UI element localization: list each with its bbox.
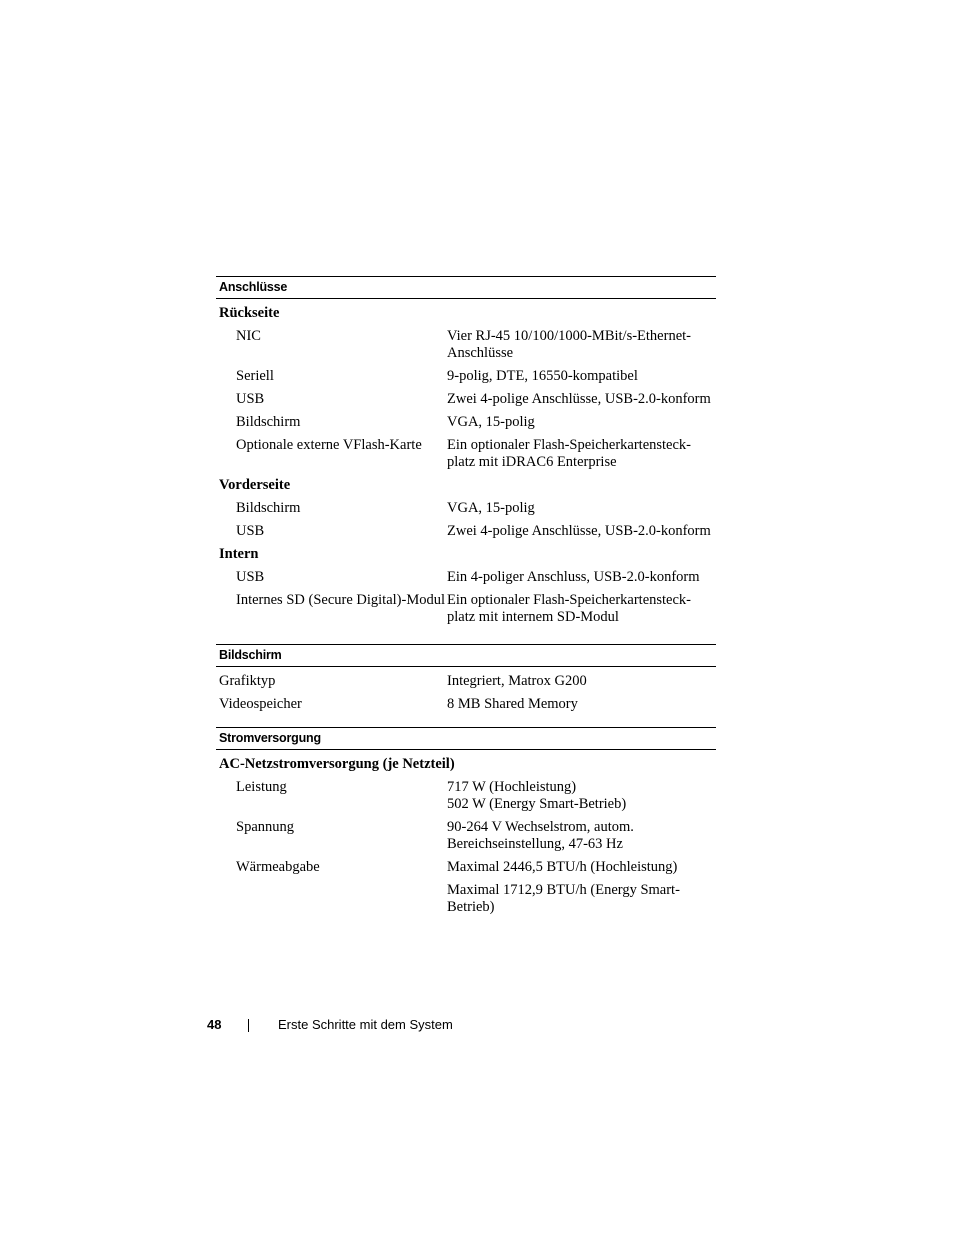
spec-value-sd: [447, 592, 716, 626]
spec-value-bildschirm: VGA, 15-polig: [447, 500, 535, 516]
spec-label-bildschirm: Bildschirm: [236, 414, 301, 430]
spec-label-nic: NIC: [236, 328, 261, 344]
spec-value-leistung: [447, 779, 716, 813]
section-bildschirm: [216, 644, 716, 713]
spec-row-bildschirm-rear: [216, 414, 716, 431]
spec-row-leistung: [216, 779, 716, 813]
page-footer: [0, 1016, 954, 1036]
section-anschluesse: [216, 276, 716, 626]
spec-value-videospeicher: 8 MB Shared Memory: [447, 696, 578, 712]
subheading-ac-netz: AC-Netzstromversorgung (je Netzteil): [219, 756, 455, 772]
spec-value-bildschirm: VGA, 15-polig: [447, 414, 535, 430]
subheading-vorderseite: Vorderseite: [219, 477, 291, 493]
spec-label-usb: USB: [236, 391, 265, 407]
subheading-intern: Intern: [219, 546, 259, 562]
spec-value-line: 90-264 V Wechselstrom, autom.: [447, 819, 634, 835]
spec-value-line: platz mit internem SD-Modul: [447, 609, 619, 625]
spec-value-line: Betrieb): [447, 899, 495, 915]
spec-row-usb-rear: [216, 391, 716, 408]
spec-row-usb-intern: [216, 569, 716, 586]
footer-separator: [248, 1019, 249, 1032]
spec-value-vflash: [447, 437, 716, 471]
spec-label-grafiktyp: Grafiktyp: [219, 673, 276, 689]
spec-label-usb: USB: [236, 569, 265, 585]
spec-label-spannung: Spannung: [236, 819, 294, 835]
spec-row-vflash: [216, 437, 716, 471]
spec-value-line: platz mit iDRAC6 Enterprise: [447, 454, 617, 470]
section-stromversorgung: [216, 727, 716, 916]
spec-row-bildschirm-front: [216, 500, 716, 517]
subheading-rueckseite: Rückseite: [219, 305, 280, 321]
spec-row-usb-front: [216, 523, 716, 540]
spec-value-spannung: [447, 819, 716, 853]
spec-label-sd: Internes SD (Secure Digital)-Modul: [236, 592, 445, 608]
spec-value-line: Vier RJ-45 10/100/1000-MBit/s-Ethernet-: [447, 328, 691, 344]
spec-row-grafiktyp: [216, 673, 716, 690]
spec-row-videospeicher: [216, 696, 716, 713]
spec-value-usb: Ein 4-poliger Anschluss, USB-2.0-konform: [447, 569, 700, 585]
spec-value-usb: Zwei 4-polige Anschlüsse, USB-2.0-konform: [447, 391, 711, 407]
spec-value-line: Ein optionaler Flash-Speicherkartensteck-: [447, 592, 692, 608]
spec-row-nic: [216, 328, 716, 362]
footer-title: Erste Schritte mit dem System: [278, 1017, 453, 1032]
spec-value-line: 502 W (Energy Smart-Betrieb): [447, 796, 627, 812]
spec-label-usb: USB: [236, 523, 265, 539]
spec-value-line: Bereichseinstellung, 47-63 Hz: [447, 836, 623, 852]
section-header-anschluesse: Anschlüsse: [216, 276, 716, 299]
spec-value-line: Ein optionaler Flash-Speicherkartensteck-: [447, 437, 692, 453]
spec-row-waermeabgabe-2: [216, 882, 716, 916]
spec-value-waermeabgabe: Maximal 2446,5 BTU/h (Hochleistung): [447, 859, 678, 875]
spec-label-vflash: Optionale externe VFlash-Karte: [236, 437, 422, 453]
spec-row-spannung: [216, 819, 716, 853]
spec-row-sd: [216, 592, 716, 626]
section-header-bildschirm: Bildschirm: [216, 644, 716, 667]
spec-row-waermeabgabe: [216, 859, 716, 876]
spec-label-seriell: Seriell: [236, 368, 274, 384]
spec-value-line: 717 W (Hochleistung): [447, 779, 577, 795]
spec-value-seriell: 9-polig, DTE, 16550-kompatibel: [447, 368, 638, 384]
section-header-stromversorgung: Stromversorgung: [216, 727, 716, 750]
spec-row-seriell: [216, 368, 716, 385]
spec-value-nic: [447, 328, 716, 362]
spec-value-usb: Zwei 4-polige Anschlüsse, USB-2.0-konform: [447, 523, 711, 539]
spec-label-waermeabgabe: Wärmeabgabe: [236, 859, 320, 875]
spec-label-leistung: Leistung: [236, 779, 287, 795]
spec-value-line: Anschlüsse: [447, 345, 514, 361]
spec-value-line: Maximal 1712,9 BTU/h (Energy Smart-: [447, 882, 680, 898]
spec-value-waermeabgabe-energy: [447, 882, 716, 916]
spec-label-bildschirm: Bildschirm: [236, 500, 301, 516]
spec-label-videospeicher: Videospeicher: [219, 696, 302, 712]
spec-value-grafiktyp: Integriert, Matrox G200: [447, 673, 587, 689]
page-number: 48: [207, 1017, 222, 1032]
